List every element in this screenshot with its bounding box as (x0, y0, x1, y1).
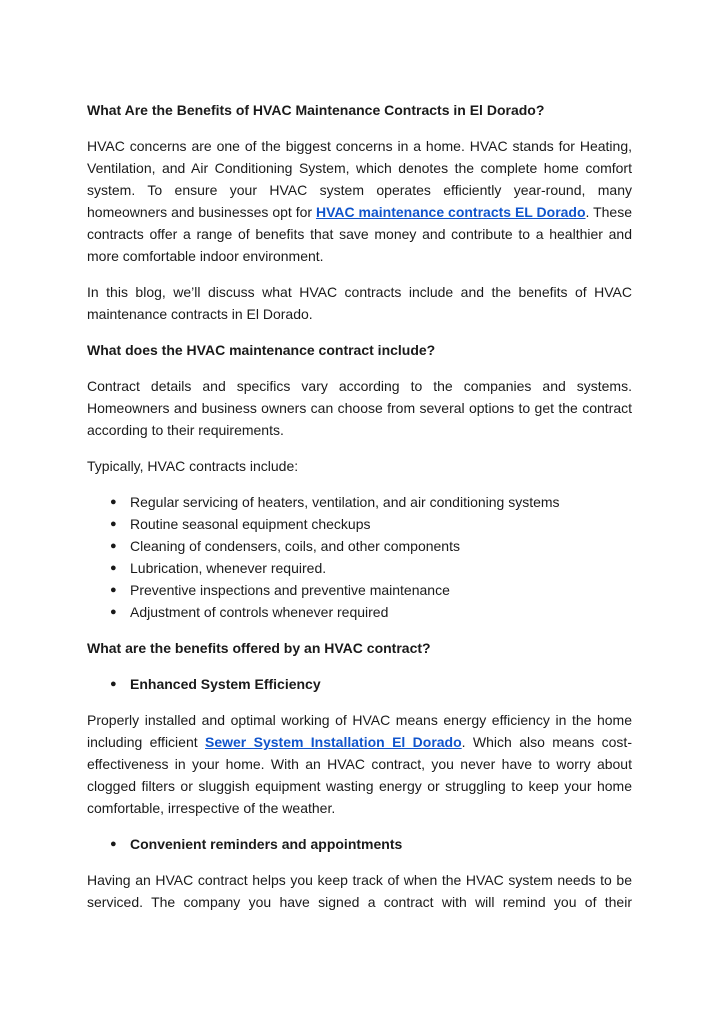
bullet-icon: ● (110, 518, 117, 530)
section-heading-contract-include: What does the HVAC maintenance contract include? (87, 342, 436, 358)
reminders-paragraph: Having an HVAC contract helps you keep track of when the HVAC system needs to be serviced. The company you have signed a contract with will remind you of their (87, 872, 632, 910)
bullet-icon: ● (110, 838, 117, 850)
list-item-text: Routine seasonal equipment checkups (130, 516, 371, 532)
efficiency-text-before-link: Properly installed and optimal working of HVAC means energy efficiency in the home including efficient (87, 712, 632, 750)
bullet-icon: ● (110, 678, 117, 690)
list-item (87, 535, 632, 557)
list-item-text: Lubrication, whenever required. (130, 560, 327, 576)
efficiency-text-after-link: . Which also means cost-effectiveness in your home. With an HVAC contract, you never have to worry about clogged filters or sluggish equipment wasting energy or struggling to keep your home comfortable, irrespective of the weather. (87, 734, 632, 816)
section-heading-benefits: What are the benefits offered by an HVAC contract? (87, 640, 431, 656)
hvac-maintenance-contracts-link[interactable]: HVAC maintenance contracts EL Dorado (315, 204, 586, 220)
list-item-text: Cleaning of condensers, coils, and other components (130, 538, 460, 554)
list-item (87, 513, 632, 535)
list-item (87, 491, 632, 513)
benefit-title: Enhanced System Efficiency (130, 676, 321, 692)
bullet-icon: ● (110, 584, 117, 596)
list-item (87, 601, 632, 623)
benefit-title: Convenient reminders and appointments (130, 836, 403, 852)
bullet-icon: ● (110, 496, 117, 508)
list-item-text: Regular servicing of heaters, ventilation, and air conditioning systems (130, 494, 560, 510)
list-item (87, 579, 632, 601)
list-item (87, 557, 632, 579)
typically-include-paragraph: Typically, HVAC contracts include: (87, 458, 299, 474)
bullet-icon: ● (110, 540, 117, 552)
bullet-icon: ● (110, 562, 117, 574)
bullet-icon: ● (110, 606, 117, 618)
list-item-text: Adjustment of controls whenever required (130, 604, 389, 620)
intro-paragraph (87, 135, 632, 267)
blog-intro-paragraph: In this blog, we’ll discuss what HVAC contracts include and the benefits of HVAC maintenance contracts in El Dorado. (87, 284, 632, 322)
benefit-heading-efficiency (87, 673, 632, 695)
intro-text-before-link: HVAC concerns are one of the biggest concerns in a home. HVAC stands for Heating, Ventilation, and Air Conditioning System, which denotes the complete home comfort system. To ensure your HVAC system operates efficiently year-round, many homeowners and businesses opt for (87, 138, 632, 220)
benefit-heading-reminders (87, 833, 632, 855)
contract-includes-list (87, 491, 632, 623)
document-page (87, 99, 632, 927)
document-title: What Are the Benefits of HVAC Maintenance Contracts in El Dorado? (87, 102, 545, 118)
list-item-text: Preventive inspections and preventive maintenance (130, 582, 450, 598)
sewer-system-installation-link[interactable]: Sewer System Installation El Dorado (205, 734, 462, 750)
contract-details-paragraph: Contract details and specifics vary according to the companies and systems. Homeowners and business owners can choose from several options to get the contract according to their requirements. (87, 378, 632, 438)
intro-text-after-link: . These contracts offer a range of benefits that save money and contribute to a healthier and more comfortable indoor environment. (87, 204, 632, 264)
efficiency-paragraph (87, 709, 632, 819)
